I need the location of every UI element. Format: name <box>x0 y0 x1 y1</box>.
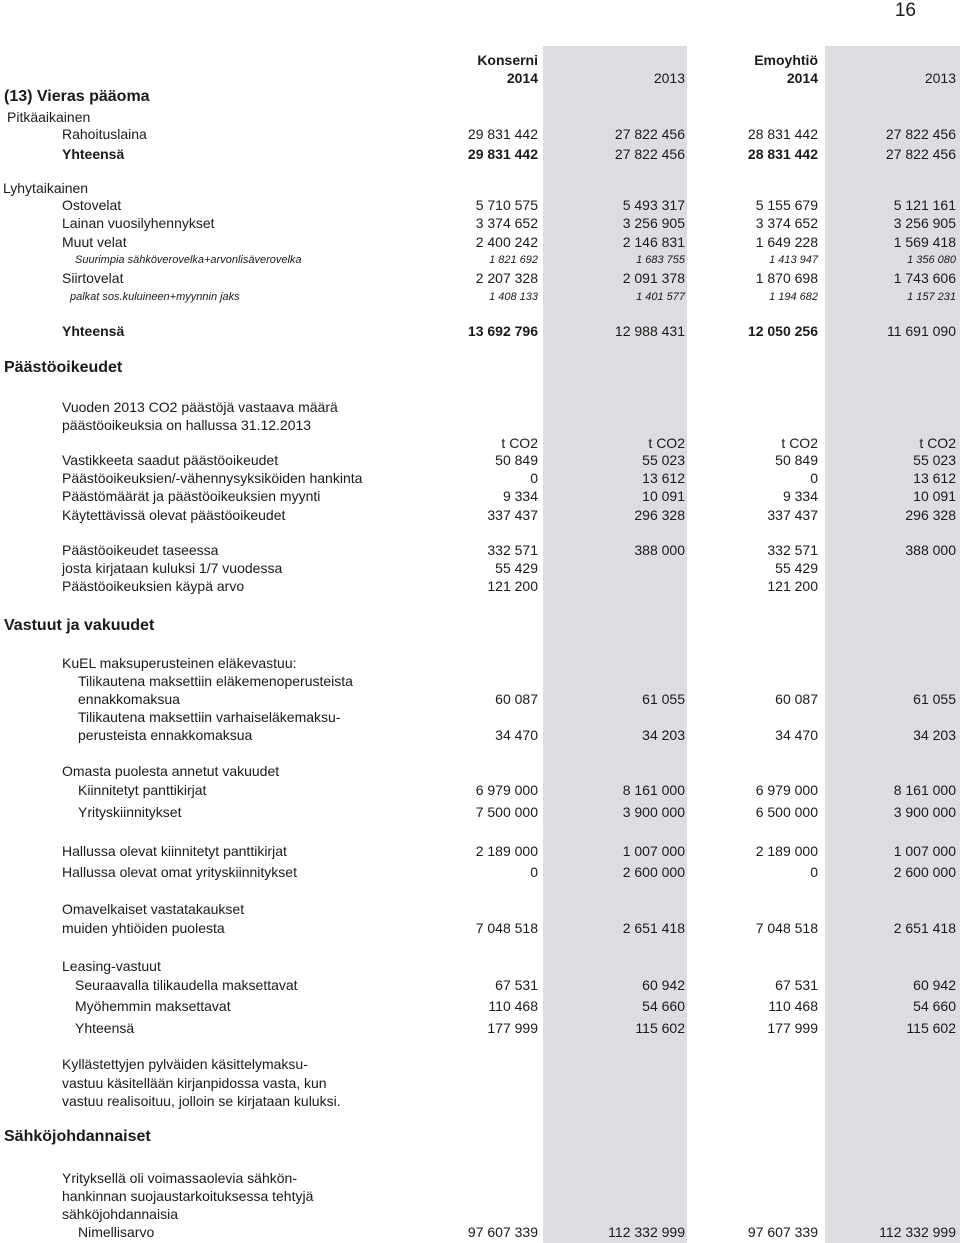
paasto-taseessa-value-1: 388 000 <box>634 542 685 558</box>
vastuut-elakemeno-1-text: Tilikautena maksettiin eläkemenoperusteista <box>78 673 353 689</box>
vastuut-varhais-2-label: perusteista ennakkomaksua <box>78 727 253 743</box>
unit-label-2: t CO2 <box>781 435 818 451</box>
vastuut-hallussa-omat-value-3: 2 600 000 <box>893 864 956 880</box>
vieras-ostovelat-label: Ostovelat <box>62 197 122 213</box>
vieras-ostovelat-value-0: 5 710 575 <box>475 197 538 213</box>
vastuut-seuraavalla-value-3: 60 942 <box>913 977 956 993</box>
vieras-rahoituslaina-value-3: 27 822 456 <box>885 126 956 142</box>
vastuut-kyll-3-text: vastuu realisoituu, jolloin se kirjataan kuluksi. <box>62 1093 341 1109</box>
vieras-suurimpia-label: Suurimpia sähköverovelka+arvonlisäverovelka <box>75 254 302 266</box>
vieras-ostovelat-value-3: 5 121 161 <box>893 197 956 213</box>
paasto-hankinta-value-3: 13 612 <box>913 470 956 486</box>
unit-label-1: t CO2 <box>648 435 685 451</box>
vieras-rahoituslaina-value-2: 28 831 442 <box>747 126 818 142</box>
paasto-kaytettavissa-value-0: 337 437 <box>487 507 538 523</box>
vastuut-yrityskiin-label: Yrityskiinnitykset <box>78 804 182 820</box>
vieras-palkat-label: palkat sos.kuluineen+myynnin jaks <box>70 291 240 303</box>
vieras-rahoituslaina-value-0: 29 831 442 <box>467 126 538 142</box>
vieras-lainan-value-1: 3 256 905 <box>622 215 685 231</box>
vieras-rahoituslaina-value-1: 27 822 456 <box>614 126 685 142</box>
paasto-hankinta-value-1: 13 612 <box>642 470 685 486</box>
paasto-kaytettavissa-label: Käytettävissä olevat päästöoikeudet <box>62 507 286 523</box>
paasto-myynti-value-0: 9 334 <box>502 488 538 504</box>
sahko-nimellis-value-0: 97 607 339 <box>467 1224 538 1240</box>
vastuut-seuraavalla-value-1: 60 942 <box>642 977 685 993</box>
vastuut-leasing-yht-value-0: 177 999 <box>487 1020 538 1036</box>
vastuut-hallussa-omat-label: Hallussa olevat omat yrityskiinnitykset <box>62 864 297 880</box>
vieras-pitka-yht-label: Yhteensä <box>62 146 125 162</box>
vieras-pitka-yht-value-0: 29 831 442 <box>467 146 538 162</box>
vastuut-leasing-text: Leasing-vastuut <box>62 958 161 974</box>
paasto-kirjataan-label: josta kirjataan kuluksi 1/7 vuodessa <box>62 560 283 576</box>
vastuut-seuraavalla-value-0: 67 531 <box>495 977 538 993</box>
paasto-hankinta-value-0: 0 <box>530 470 538 486</box>
vastuut-kiinnitetyt-value-0: 6 979 000 <box>475 782 538 798</box>
vieras-siirto-label: Siirtovelat <box>62 270 124 286</box>
paasto-vastikkeeta-label: Vastikkeeta saadut päästöoikeudet <box>62 452 279 468</box>
vastuut-kyll-1-text: Kyllästettyjen pylväiden käsittelymaksu- <box>62 1056 308 1072</box>
vastuut-hallussa-omat-value-0: 0 <box>530 864 538 880</box>
sahko-title-heading: Sähköjohdannaiset <box>4 1128 151 1145</box>
vieras-lyhyt-yht-label: Yhteensä <box>62 323 125 339</box>
vieras-palkat-value-1: 1 401 577 <box>636 291 685 303</box>
vieras-lainan-label: Lainan vuosilyhennykset <box>62 215 215 231</box>
paasto-myynti-value-3: 10 091 <box>913 488 956 504</box>
vieras-palkat-value-3: 1 157 231 <box>907 291 956 303</box>
sahko-nimellis-value-1: 112 332 999 <box>608 1224 685 1240</box>
vastuut-kyll-2-text: vastuu käsitellään kirjanpidossa vasta, kun <box>62 1075 327 1091</box>
paasto-kirjataan-value-0: 55 429 <box>495 560 538 576</box>
vastuut-varhais-2-value-3: 34 203 <box>913 727 956 743</box>
vastuut-omavelk-2-value-0: 7 048 518 <box>475 920 538 936</box>
paasto-vastikkeeta-value-2: 50 849 <box>775 452 818 468</box>
vieras-lyhyt-yht-value-0: 13 692 796 <box>467 323 538 339</box>
paasto-vastikkeeta-value-3: 55 023 <box>913 452 956 468</box>
paasto-vastikkeeta-value-0: 50 849 <box>495 452 538 468</box>
paasto-kaytettavissa-value-2: 337 437 <box>767 507 818 523</box>
vastuut-seuraavalla-value-2: 67 531 <box>775 977 818 993</box>
sahko-nimellis-label: Nimellisarvo <box>78 1224 155 1240</box>
vastuut-hallussa-kiin-value-0: 2 189 000 <box>475 843 538 859</box>
vastuut-myohemmin-value-0: 110 468 <box>488 998 538 1014</box>
paasto-hankinta-label: Päästöoikeuksien/-vähennysyksiköiden hankinta <box>62 470 363 486</box>
vastuut-hallussa-kiin-value-2: 2 189 000 <box>755 843 818 859</box>
vastuut-yrityskiin-value-3: 3 900 000 <box>893 804 956 820</box>
vastuut-yrityskiin-value-1: 3 900 000 <box>622 804 685 820</box>
vastuut-hallussa-kiin-label: Hallussa olevat kiinnitetyt panttikirjat <box>62 843 287 859</box>
vastuut-kiinnitetyt-value-2: 6 979 000 <box>755 782 818 798</box>
vieras-siirto-value-3: 1 743 606 <box>893 270 956 286</box>
unit-label-0: t CO2 <box>501 435 538 451</box>
vieras-muut-value-2: 1 649 228 <box>755 234 818 250</box>
vieras-siirto-value-0: 2 207 328 <box>475 270 538 286</box>
vieras-muut-value-0: 2 400 242 <box>475 234 538 250</box>
vieras-lyhyt-yht-value-1: 12 988 431 <box>614 323 685 339</box>
vieras-ostovelat-value-2: 5 155 679 <box>755 197 818 213</box>
vieras-pitka-label-text: Pitkäaikainen <box>7 109 91 125</box>
vastuut-elakemeno-2-value-0: 60 087 <box>495 691 538 707</box>
vastuut-elakemeno-2-value-2: 60 087 <box>775 691 818 707</box>
vastuut-varhais-2-value-2: 34 470 <box>775 727 818 743</box>
vieras-lainan-value-0: 3 374 652 <box>475 215 538 231</box>
paasto-taseessa-value-0: 332 571 <box>487 542 538 558</box>
paasto-vastikkeeta-value-1: 55 023 <box>642 452 685 468</box>
paasto-kayva-value-0: 121 200 <box>487 578 538 594</box>
year-header-1: 2013 <box>653 70 685 86</box>
vieras-siirto-value-1: 2 091 378 <box>622 270 685 286</box>
vieras-suurimpia-value-0: 1 821 692 <box>489 254 538 266</box>
vieras-siirto-value-2: 1 870 698 <box>755 270 818 286</box>
vastuut-leasing-yht-label: Yhteensä <box>75 1020 135 1036</box>
vieras-palkat-value-2: 1 194 682 <box>769 291 818 303</box>
vieras-muut-value-1: 2 146 831 <box>622 234 685 250</box>
vastuut-leasing-yht-value-1: 115 602 <box>635 1020 685 1036</box>
year-header-0: 2014 <box>506 70 538 86</box>
paasto-taseessa-value-3: 388 000 <box>905 542 956 558</box>
year-header-3: 2013 <box>924 70 956 86</box>
paasto-intro1-text: Vuoden 2013 CO2 päästöjä vastaava määrä <box>62 399 338 415</box>
paasto-myynti-value-1: 10 091 <box>642 488 685 504</box>
vastuut-kuel-text: KuEL maksuperusteinen eläkevastuu: <box>62 655 297 671</box>
vastuut-myohemmin-value-1: 54 660 <box>642 998 685 1014</box>
vastuut-title-heading: Vastuut ja vakuudet <box>4 617 155 634</box>
vastuut-hallussa-kiin-value-1: 1 007 000 <box>622 843 685 859</box>
column-group-konserni: Konserni <box>477 52 538 68</box>
vastuut-varhais-2-value-1: 34 203 <box>642 727 685 743</box>
paasto-kayva-label: Päästöoikeuksien käypä arvo <box>62 578 245 594</box>
paasto-hankinta-value-2: 0 <box>810 470 818 486</box>
sahko-nimellis-value-3: 112 332 999 <box>879 1224 956 1240</box>
vieras-suurimpia-value-1: 1 683 755 <box>636 254 685 266</box>
paasto-title-heading: Päästöoikeudet <box>4 359 123 376</box>
vastuut-yrityskiin-value-0: 7 500 000 <box>475 804 538 820</box>
vieras-muut-label: Muut velat <box>62 234 127 250</box>
page-number: 16 <box>894 0 916 21</box>
vieras-title-heading: (13) Vieras pääoma <box>4 88 150 105</box>
paasto-taseessa-label: Päästöoikeudet taseessa <box>62 542 219 558</box>
vastuut-kiinnitetyt-value-1: 8 161 000 <box>622 782 685 798</box>
vastuut-hallussa-kiin-value-3: 1 007 000 <box>893 843 956 859</box>
vastuut-seuraavalla-label: Seuraavalla tilikaudella maksettavat <box>75 977 298 993</box>
vastuut-yrityskiin-value-2: 6 500 000 <box>755 804 818 820</box>
vastuut-hallussa-omat-value-2: 0 <box>810 864 818 880</box>
vastuut-leasing-yht-value-2: 177 999 <box>767 1020 818 1036</box>
vastuut-myohemmin-value-3: 54 660 <box>913 998 956 1014</box>
vastuut-omavelk-2-value-1: 2 651 418 <box>622 920 685 936</box>
paasto-intro2-text: päästöoikeuksia on hallussa 31.12.2013 <box>62 417 312 433</box>
vieras-lyhyt-yht-value-3: 11 691 090 <box>886 323 956 339</box>
vastuut-omavelk-2-label: muiden yhtiöiden puolesta <box>62 920 225 936</box>
vieras-palkat-value-0: 1 408 133 <box>489 291 538 303</box>
unit-label-3: t CO2 <box>919 435 956 451</box>
sahko-text1-text: Yrityksellä oli voimassaolevia sähkön- <box>62 1170 297 1186</box>
vieras-rahoituslaina-label: Rahoituslaina <box>62 126 147 142</box>
vieras-pitka-yht-value-3: 27 822 456 <box>885 146 956 162</box>
sahko-nimellis-value-2: 97 607 339 <box>747 1224 818 1240</box>
sahko-text2-text: hankinnan suojaustarkoituksessa tehtyjä <box>62 1188 314 1204</box>
vieras-ostovelat-value-1: 5 493 317 <box>622 197 685 213</box>
vieras-lainan-value-2: 3 374 652 <box>755 215 818 231</box>
vastuut-hallussa-omat-value-1: 2 600 000 <box>622 864 685 880</box>
paasto-myynti-value-2: 9 334 <box>782 488 818 504</box>
vieras-lyhyt-yht-value-2: 12 050 256 <box>747 323 818 339</box>
vieras-suurimpia-value-3: 1 356 080 <box>907 254 956 266</box>
vastuut-leasing-yht-value-3: 115 602 <box>906 1020 956 1036</box>
vastuut-omavelk-2-value-2: 7 048 518 <box>755 920 818 936</box>
vastuut-elakemeno-2-label: ennakkomaksua <box>78 691 180 707</box>
vastuut-omasta-text: Omasta puolesta annetut vakuudet <box>62 763 280 779</box>
paasto-taseessa-value-2: 332 571 <box>767 542 818 558</box>
vieras-muut-value-3: 1 569 418 <box>893 234 956 250</box>
vieras-lainan-value-3: 3 256 905 <box>893 215 956 231</box>
vieras-pitka-yht-value-2: 28 831 442 <box>747 146 818 162</box>
paasto-kaytettavissa-value-3: 296 328 <box>905 507 956 523</box>
vastuut-varhais-1-text: Tilikautena maksettiin varhaiseläkemaksu- <box>78 709 341 725</box>
vastuut-elakemeno-2-value-1: 61 055 <box>642 691 685 707</box>
vastuut-kiinnitetyt-label: Kiinnitetyt panttikirjat <box>78 782 207 798</box>
paasto-kirjataan-value-2: 55 429 <box>775 560 818 576</box>
vastuut-kiinnitetyt-value-3: 8 161 000 <box>893 782 956 798</box>
vastuut-omavelk-2-value-3: 2 651 418 <box>893 920 956 936</box>
paasto-myynti-label: Päästömäärät ja päästöoikeuksien myynti <box>62 488 321 504</box>
vastuut-myohemmin-label: Myöhemmin maksettavat <box>75 998 231 1014</box>
paasto-kaytettavissa-value-1: 296 328 <box>634 507 685 523</box>
vastuut-elakemeno-2-value-3: 61 055 <box>913 691 956 707</box>
vieras-pitka-yht-value-1: 27 822 456 <box>614 146 685 162</box>
paasto-kayva-value-2: 121 200 <box>767 578 818 594</box>
vieras-lyhyt-label-text: Lyhytaikainen <box>3 180 89 196</box>
column-group-emoyhtio: Emoyhtiö <box>754 52 818 68</box>
year-header-2: 2014 <box>786 70 818 86</box>
vieras-suurimpia-value-2: 1 413 947 <box>769 254 818 266</box>
vastuut-myohemmin-value-2: 110 468 <box>768 998 818 1014</box>
vastuut-varhais-2-value-0: 34 470 <box>495 727 538 743</box>
sahko-text3-text: sähköjohdannaisia <box>62 1206 178 1222</box>
vastuut-omavelk-1-text: Omavelkaiset vastatakaukset <box>62 901 245 917</box>
